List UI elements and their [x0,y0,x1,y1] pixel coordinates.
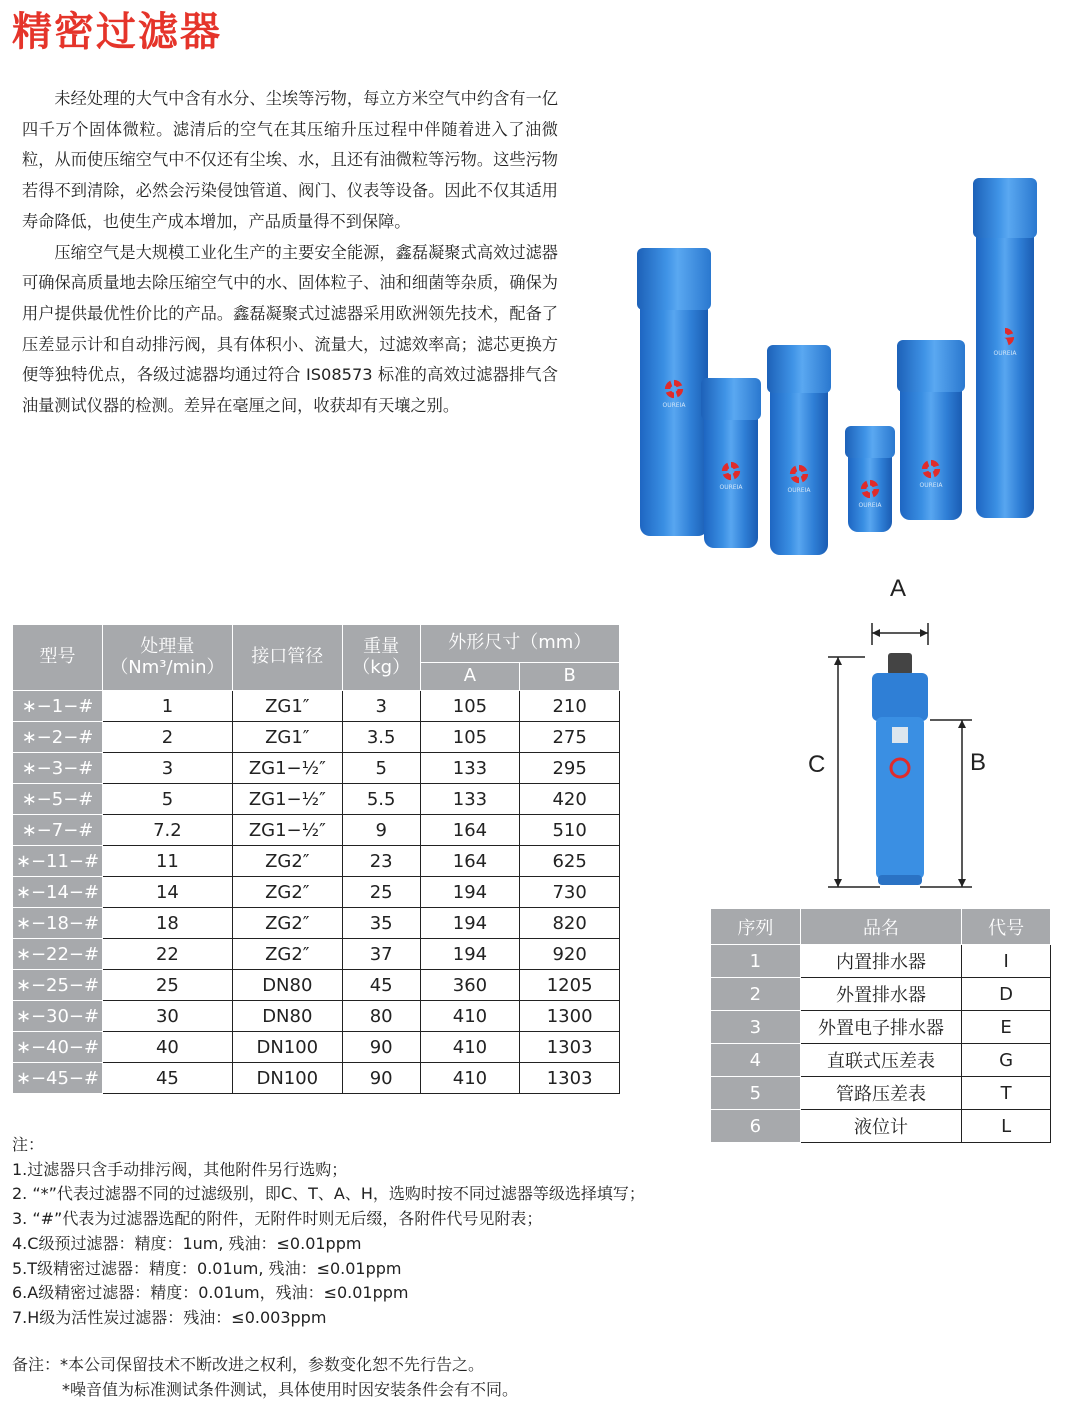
cell-b: 920 [520,939,620,970]
cell-model: ∗−22−# [13,939,103,970]
table-row [13,1032,620,1063]
cell-weight: 9 [342,815,420,846]
table-row [13,784,620,815]
cell-weight: 3 [342,691,420,722]
cell-a: 133 [420,784,520,815]
table-row [13,846,620,877]
cell-a: 410 [420,1032,520,1063]
acc-cell-name: 液位计 [800,1110,961,1143]
cell-b: 510 [520,815,620,846]
cell-port: ZG2″ [232,846,342,877]
remark-line-2: *噪音值为标准测试条件测试，具体使用时因安装条件会有不同。 [62,1380,519,1399]
cell-port: ZG2″ [232,908,342,939]
page-title: 精密过滤器 [12,9,222,55]
cell-weight: 5.5 [342,784,420,815]
table-row [13,691,620,722]
table-row [711,1011,1051,1044]
acc-cell-code: G [962,1044,1051,1077]
brand-logo-icon [858,478,882,509]
brand-logo-icon [993,326,1017,357]
acc-cell-seq: 1 [711,945,801,978]
cell-model: ∗−18−# [13,908,103,939]
cell-weight: 45 [342,970,420,1001]
cell-a: 105 [420,691,520,722]
cell-flow: 25 [102,970,232,1001]
cell-model: ∗−25−# [13,970,103,1001]
cell-b: 275 [520,722,620,753]
brand-text: OUREIA [787,487,811,494]
brand-text: OUREIA [719,484,743,491]
col-weight [342,625,420,691]
remark [12,1352,518,1402]
cell-weight: 3.5 [342,722,420,753]
cell-a: 194 [420,877,520,908]
cell-port: ZG2″ [232,939,342,970]
cell-model: ∗−3−# [13,753,103,784]
cell-weight: 90 [342,1032,420,1063]
cell-b: 295 [520,753,620,784]
col-port: 接口管径 [232,625,342,691]
table-row [13,722,620,753]
table-row [711,945,1051,978]
cell-model: ∗−7−# [13,815,103,846]
accessory-table [710,908,1051,1143]
cell-a: 164 [420,815,520,846]
filter-unit [704,378,758,548]
cell-b: 210 [520,691,620,722]
table-row [13,939,620,970]
cell-weight: 5 [342,753,420,784]
table-row [711,1077,1051,1110]
product-photo [630,170,1050,560]
cell-flow: 3 [102,753,232,784]
acc-cell-code: T [962,1077,1051,1110]
cell-port: DN100 [232,1063,342,1094]
acc-cell-code: D [962,978,1051,1011]
cell-port: ZG1−½″ [232,815,342,846]
filter-unit [976,178,1034,518]
brand-logo-icon [662,378,686,409]
cell-a: 410 [420,1001,520,1032]
cell-port: DN80 [232,970,342,1001]
cell-b: 1303 [520,1032,620,1063]
cell-model: ∗−14−# [13,877,103,908]
col-model: 型号 [13,625,103,691]
cell-a: 164 [420,846,520,877]
cell-port: ZG2″ [232,877,342,908]
table-row [13,753,620,784]
cell-flow: 30 [102,1001,232,1032]
dim-label-a: A [890,575,907,602]
col-flow-title: 处理量 [140,635,195,657]
note-item: 6.A级精密过滤器：精度：0.01um，残油：≤0.01ppm [12,1283,409,1303]
cell-port: ZG1−½″ [232,753,342,784]
cell-port: ZG1″ [232,691,342,722]
dim-label-c: C [808,751,826,778]
intro-paragraph-1: 未经处理的大气中含有水分、尘埃等污物，每立方米空气中约含有一亿四千万个固体微粒。滤清后的空气在其压缩升压过程中伴随着进入了油微粒，从而使压缩空气中不仅还有尘埃、水，且还有油微粒等污物。这些污物若得不到清除，必然会污染侵蚀管道、阀门、仪表等设备。因此不仅其适用寿命降低，也使生产成本增加，产品质量得不到保障。 [22,89,558,231]
cell-b: 1205 [520,970,620,1001]
notes [12,1133,645,1331]
acc-cell-name: 管路压差表 [800,1077,961,1110]
spec-table [12,624,620,1094]
cell-flow: 22 [102,939,232,970]
cell-a: 133 [420,753,520,784]
table-row [711,1110,1051,1143]
table-row [13,1063,620,1094]
table-row [13,970,620,1001]
brand-logo-icon [787,463,811,494]
cell-flow: 40 [102,1032,232,1063]
acc-cell-code: E [962,1011,1051,1044]
brand-text: OUREIA [662,402,686,409]
acc-cell-seq: 5 [711,1077,801,1110]
cell-b: 730 [520,877,620,908]
cell-b: 1300 [520,1001,620,1032]
col-weight-unit: （kg） [352,656,411,678]
cell-a: 194 [420,908,520,939]
cell-flow: 18 [102,908,232,939]
acc-cell-seq: 3 [711,1011,801,1044]
note-item: 3. “#”代表为过滤器选配的附件，无附件时则无后缀，各附件代号见附表； [12,1209,543,1229]
cell-weight: 35 [342,908,420,939]
acc-cell-name: 内置排水器 [800,945,961,978]
remark-line-1: 备注：*本公司保留技术不断改进之权利，参数变化恕不先行告之。 [12,1355,485,1374]
intro-paragraph-2: 压缩空气是大规模工业化生产的主要安全能源，鑫磊凝聚式高效过滤器可确保高质量地去除压缩空气中的水、固体粒子、油和细菌等杂质，确保为用户提供最优性价比的产品。鑫磊凝聚式过滤器采用欧洲领先技术，配备了压差显示计和自动排污阀，具有体积小、流量大，过滤效率高；滤芯更换方便等独特优点，各级过滤器均通过符合 IS08573 标准的高效过滤器排气含油量测试仪器的检测。差异在毫厘之间，收获却有天壤之别。 [22,242,558,416]
cell-port: DN100 [232,1032,342,1063]
col-dim-a: A [420,663,520,691]
filter-unit [640,248,708,536]
cell-model: ∗−40−# [13,1032,103,1063]
acc-cell-name: 外置电子排水器 [800,1011,961,1044]
col-flow [102,625,232,691]
note-item: 2. “*”代表过滤器不同的过滤级别，即C、T、A、H，选购时按不同过滤器等级选择填写； [12,1184,645,1204]
col-weight-title: 重量 [363,635,400,657]
table-row [13,815,620,846]
cell-model: ∗−5−# [13,784,103,815]
cell-flow: 14 [102,877,232,908]
note-item: 4.C级预过滤器：精度：1um, 残油：≤0.01ppm [12,1233,362,1253]
acc-cell-code: L [962,1110,1051,1143]
dim-label-b: B [970,749,987,776]
acc-cell-seq: 4 [711,1044,801,1077]
dimension-drawing-svg [800,575,1000,895]
table-row [13,877,620,908]
cell-weight: 37 [342,939,420,970]
col-flow-unit: （Nm³/min） [110,656,225,678]
cell-model: ∗−30−# [13,1001,103,1032]
cell-b: 1303 [520,1063,620,1094]
acc-col-name: 品名 [800,909,961,945]
cell-flow: 1 [102,691,232,722]
cell-flow: 45 [102,1063,232,1094]
table-row [711,978,1051,1011]
cell-a: 360 [420,970,520,1001]
cell-model: ∗−1−# [13,691,103,722]
cell-model: ∗−2−# [13,722,103,753]
acc-cell-seq: 2 [711,978,801,1011]
brand-text: OUREIA [858,502,882,509]
table-row [711,1044,1051,1077]
note-item: 5.T级精密过滤器：精度：0.01um, 残油：≤0.01ppm [12,1258,402,1278]
table-row [13,908,620,939]
brand-logo-icon [919,458,943,489]
brand-text: OUREIA [919,482,943,489]
cell-port: ZG1−½″ [232,784,342,815]
col-dims: 外形尺寸（mm） [420,625,619,663]
cell-weight: 23 [342,846,420,877]
cell-weight: 90 [342,1063,420,1094]
cell-flow: 2 [102,722,232,753]
acc-col-seq: 序列 [711,909,801,945]
cell-b: 420 [520,784,620,815]
intro-text [22,84,558,422]
acc-cell-seq: 6 [711,1110,801,1143]
note-item: 1.过滤器只含手动排污阀，其他附件另行选购； [12,1159,348,1179]
cell-flow: 5 [102,784,232,815]
cell-weight: 80 [342,1001,420,1032]
cell-model: ∗−45−# [13,1063,103,1094]
cell-a: 194 [420,939,520,970]
brand-logo-icon [719,460,743,491]
col-dim-b: B [520,663,620,691]
cell-a: 105 [420,722,520,753]
note-item: 7.H级为活性炭过滤器：残油：≤0.003ppm [12,1307,327,1327]
acc-cell-name: 直联式压差表 [800,1044,961,1077]
acc-col-code: 代号 [962,909,1051,945]
acc-cell-name: 外置排水器 [800,978,961,1011]
cell-port: ZG1″ [232,722,342,753]
cell-a: 410 [420,1063,520,1094]
cell-weight: 25 [342,877,420,908]
filter-unit [770,345,828,555]
brand-text: OUREIA [993,350,1017,357]
cell-port: DN80 [232,1001,342,1032]
cell-flow: 11 [102,846,232,877]
table-row [13,1001,620,1032]
filter-unit [900,340,962,520]
cell-b: 625 [520,846,620,877]
notes-heading: 注： [12,1135,45,1154]
filter-unit [848,426,892,532]
cell-flow: 7.2 [102,815,232,846]
acc-cell-code: I [962,945,1051,978]
cell-b: 820 [520,908,620,939]
dimension-drawing [800,575,1000,895]
cell-model: ∗−11−# [13,846,103,877]
